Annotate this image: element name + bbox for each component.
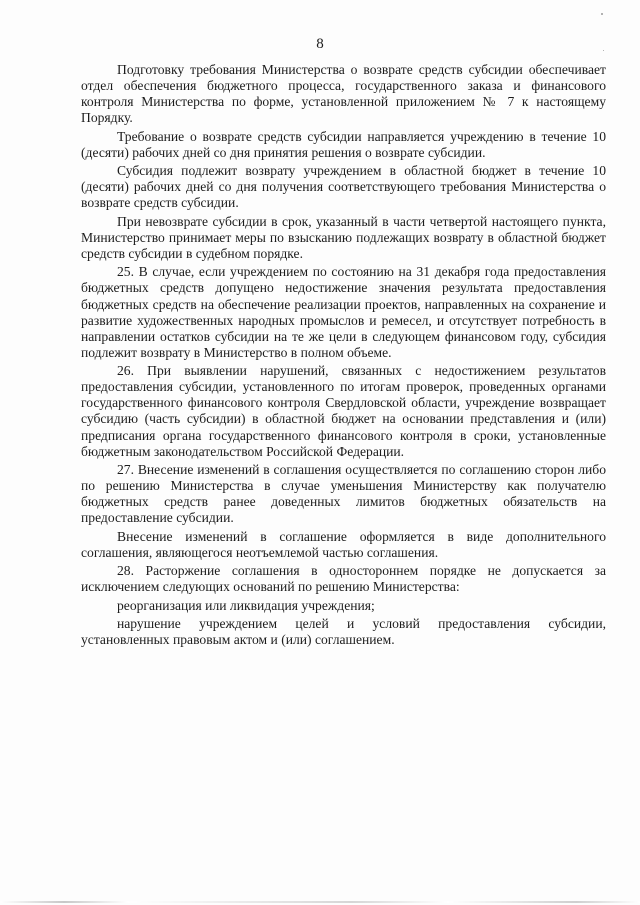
paragraph-recovery-in-court: При невозврате субсидии в срок, указанный в части четвертой настоящего пункта, Министерство принимает меры по взысканию подлежащих возврату в областной бюджет средств субсидии в судебном порядке.: [81, 213, 606, 261]
document-body: [81, 62, 606, 651]
page-number: 8: [316, 36, 324, 52]
paragraph-return-requirement-preparation: Подготовку требования Министерства о возврате средств субсидии обеспечивает отдел обеспечения бюджетного процесса, государственного заказа и финансового контроля Министерства по форме, установленной приложением № 7 к настоящему Порядку.: [81, 62, 606, 126]
scan-speck: [601, 13, 603, 15]
scan-speck: [603, 50, 604, 51]
paragraph-ground-violation: нарушение учреждением целей и условий предоставления субсидии, установленных правовым актом и (или) соглашением.: [81, 616, 606, 648]
paragraph-amendment-form: Внесение изменений в соглашение оформляется в виде дополнительного соглашения, являющегося неотъемлемой частью соглашения.: [81, 528, 606, 560]
paragraph-return-requirement-sending: Требование о возврате средств субсидии направляется учреждению в течение 10 (десяти) рабочих дней со дня принятия решения о возврате субсидии.: [81, 128, 606, 160]
paragraph-clause-28: 28. Расторжение соглашения в одностороннем порядке не допускается за исключением следующих оснований по решению Министерства:: [81, 563, 606, 595]
paragraph-ground-reorganization: реорганизация или ликвидация учреждения;: [117, 597, 375, 613]
paragraph-subsidy-return-term: Субсидия подлежит возврату учреждением в областной бюджет в течение 10 (десяти) рабочих дней со дня получения соответствующего требования Министерства о возврате средств субсидии.: [81, 163, 606, 211]
scan-edge-line: [0, 901, 640, 903]
paragraph-clause-27: 27. Внесение изменений в соглашения осуществляется по соглашению сторон либо по решению Министерства в случае уменьшения Министерству как получателю бюджетных средств ранее доведенных лимитов бюджетных обязательств на предоставление субсидии.: [81, 462, 606, 526]
paragraph-clause-25: 25. В случае, если учреждением по состоянию на 31 декабря года предоставления бюджетных средств допущено недостижение значения результата предоставления бюджетных средств на обеспечение реализации проектов, направленных на сохранение и развитие художественных народных промыслов и ремесел, и отсутствует потребность в направлении остатков субсидии на те же цели в следующем финансовом году, субсидия подлежит возврату в Министерство в полном объеме.: [81, 264, 606, 360]
paragraph-clause-26: 26. При выявлении нарушений, связанных с недостижением результатов предоставления субсидии, установленного по итогам проверок, проведенных органами государственного финансового контроля Свердловской области, учреждение возвращает субсидию (часть субсидии) в областной бюджет на основании представления и (или) предписания органа государственного финансового контроля в сроки, установленные бюджетным законодательством Российской Федерации.: [81, 363, 606, 459]
